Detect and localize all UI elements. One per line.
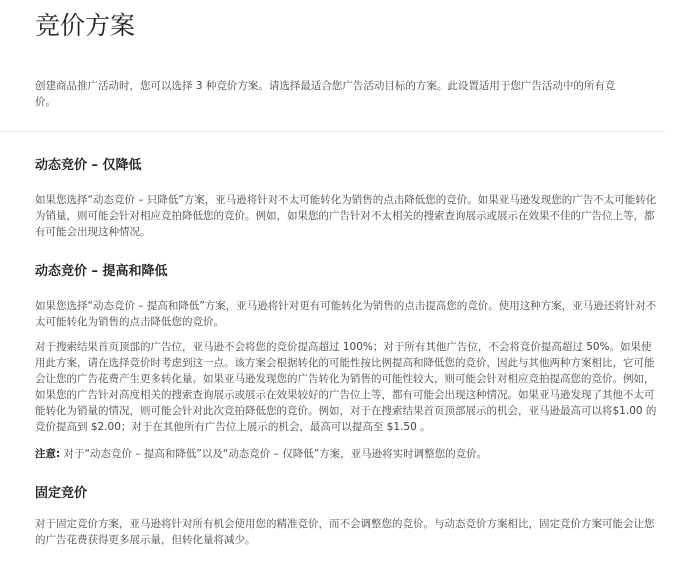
section-dynamic-up-and-down (35, 263, 665, 462)
section-heading-dynamic-down-only: 动态竞价 – 仅降低 (35, 158, 142, 173)
section-paragraph: 对于固定竞价方案，亚马逊将针对所有机会使用您的精准竞价，而不会调整您的竞价。与动态竞价方案相比，固定竞价方案可能会让您的广告花费获得更多展示量，但转化量将减少。 (35, 518, 655, 546)
note-label: 注意: (35, 448, 61, 460)
section-paragraph: 对于搜索结果首页顶部的广告位，亚马逊不会将您的竞价提高超过 100%；对于所有其他广告位，不会将竞价提高超过 50%。如果使用此方案，请在选择竞价时考虑到这一点。该方案会根据转化的可能性按比例提高和降低您的竞价，因此与其他两种方案相比，它可能会让您的广告花费产生更多转化量。如果亚马逊发现您的广告转化为销售的可能性较大，则可能会针对相应竞拍提高您的竞价。例如，如果您的广告针对高度相关的搜索查询展示或展示在效果较好的广告位上等，都有可能会出现这种情况。如果亚马逊发现了其他不太可能转化为销量的情况，则可能会针对此次竞拍降低您的竞价。例如，对于在搜索结果首页顶部展示的机会，亚马逊最高可以将$1.00 的竞价提高到 $2.00；对于在其他所有广告位上展示的机会，最高可以提高至 $1.50 。 (35, 341, 657, 433)
section-heading-fixed-bids: 固定竞价 (35, 486, 88, 501)
section-fixed-bids (35, 485, 665, 548)
divider (0, 131, 665, 132)
note-text: 对于“动态竞价 – 提高和降低”以及“动态竞价 – 仅降低”方案，亚马逊将实时调整您的竞价。 (63, 448, 488, 460)
section-paragraph: 如果您选择“动态竞价 – 只降低”方案，亚马逊将针对不太可能转化为销售的点击降低您的竞价。如果亚马逊发现您的广告不太可能转化为销量，则可能会针对相应竞拍降低您的竞价。例如，如果您的广告针对不太相关的搜索查询展示或展示在效果不佳的广告位上等，都有可能会出现这种情况。 (35, 194, 657, 238)
page-title: 竞价方案 (35, 11, 136, 40)
intro-paragraph: 创建商品推广活动时，您可以选择 3 种竞价方案。请选择最适合您广告活动目标的方案。此设置适用于您广告活动中的所有竞价。 (35, 80, 616, 108)
section-heading-dynamic-up-and-down: 动态竞价 – 提高和降低 (35, 264, 168, 279)
section-dynamic-down-only (35, 157, 665, 240)
section-paragraph: 如果您选择“动态竞价 – 提高和降低”方案，亚马逊将针对更有可能转化为销售的点击提高您的竞价。使用这种方案，亚马逊还将针对不太可能转化为销售的点击降低您的竞价。 (35, 300, 657, 328)
note-paragraph (35, 446, 657, 462)
